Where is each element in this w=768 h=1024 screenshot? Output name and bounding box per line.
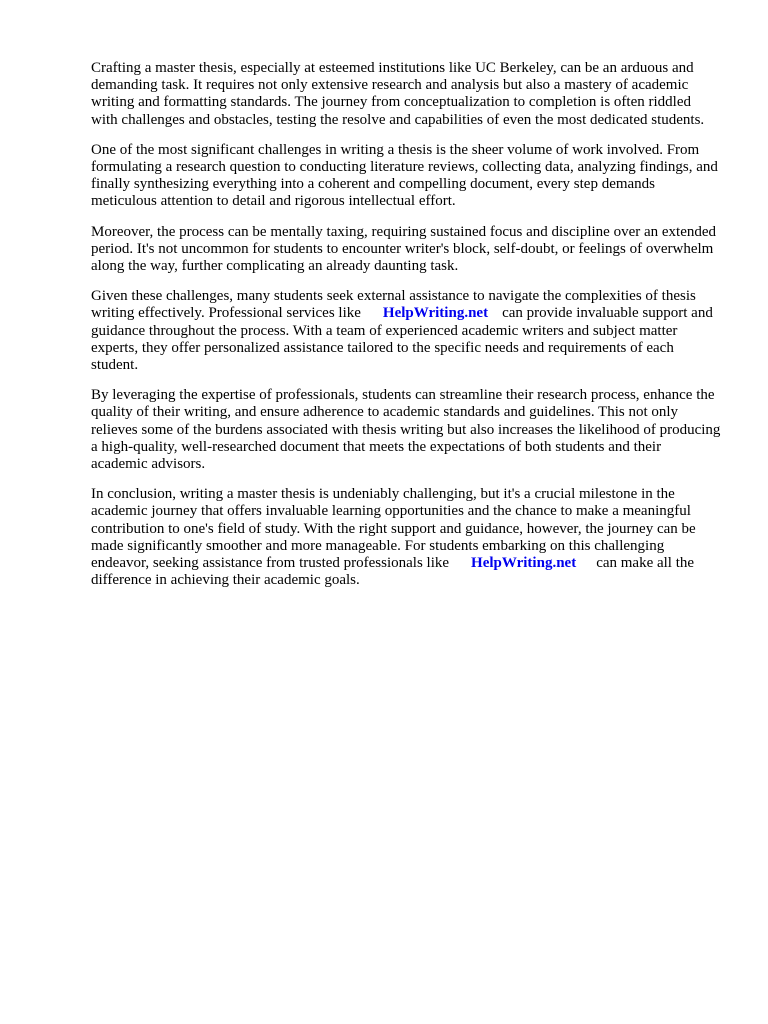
paragraph-assistance-text-after: can provide invaluable support and guidance throughout the process. With a team of experienced academic writers and subject matter experts, they offer personalized assistance tailored to the specific needs and requirements of each student. <box>91 305 713 374</box>
helpwriting-link[interactable]: HelpWriting.net <box>382 305 489 322</box>
document-body <box>91 60 721 602</box>
paragraph-intro: Crafting a master thesis, especially at esteemed institutions like UC Berkeley, can be an arduous and demanding task. It requires not only extensive research and analysis but also a mastery of academic writing and formatting standards. The journey from conceptualization to completion is often riddled with challenges and obstacles, testing the resolve and capabilities of even the most dedicated students. <box>91 60 705 128</box>
paragraph-expertise: By leveraging the expertise of professionals, students can streamline their research process, enhance the quality of their writing, and ensure adherence to academic standards and guidelines. This not only relieves some of the burdens associated with thesis writing but also increases the likelihood of producing a high-quality, well-researched document that meets the expectations of both students and their academic advisors. <box>91 387 721 473</box>
paragraph-assistance <box>91 288 721 374</box>
helpwriting-link-conclusion[interactable]: HelpWriting.net <box>471 555 577 572</box>
paragraph-challenges: One of the most significant challenges in writing a thesis is the sheer volume of work involved. From formulating a research question to conducting literature reviews, collecting data, analyzing findings, and finally synthesizing everything into a coherent and compelling document, every step demands meticulous attention to detail and rigorous intellectual effort. <box>91 141 718 210</box>
paragraph-conclusion-text-after: can make all the difference in achieving their academic goals. <box>91 555 695 589</box>
paragraph-assistance-text-before: Given these challenges, many students seek external assistance to navigate the complexities of thesis writing effectively. Professional services like <box>91 288 696 322</box>
paragraph-mental-toll: Moreover, the process can be mentally taxing, requiring sustained focus and discipline over an extended period. It's not uncommon for students to encounter writer's block, self-doubt, or feelings of overwhelm along the way, further complicating an already daunting task. <box>91 223 717 275</box>
paragraph-conclusion-text-before: In conclusion, writing a master thesis is undeniably challenging, but it's a crucial milestone in the academic journey that offers invaluable learning opportunities and the chance to make a meaningful contribution to one's field of study. With the right support and guidance, however, the journey can be made significantly smoother and more manageable. For students embarking on this challenging endeavor, seeking assistance from trusted professionals like <box>91 486 696 572</box>
paragraph-conclusion <box>91 486 721 589</box>
